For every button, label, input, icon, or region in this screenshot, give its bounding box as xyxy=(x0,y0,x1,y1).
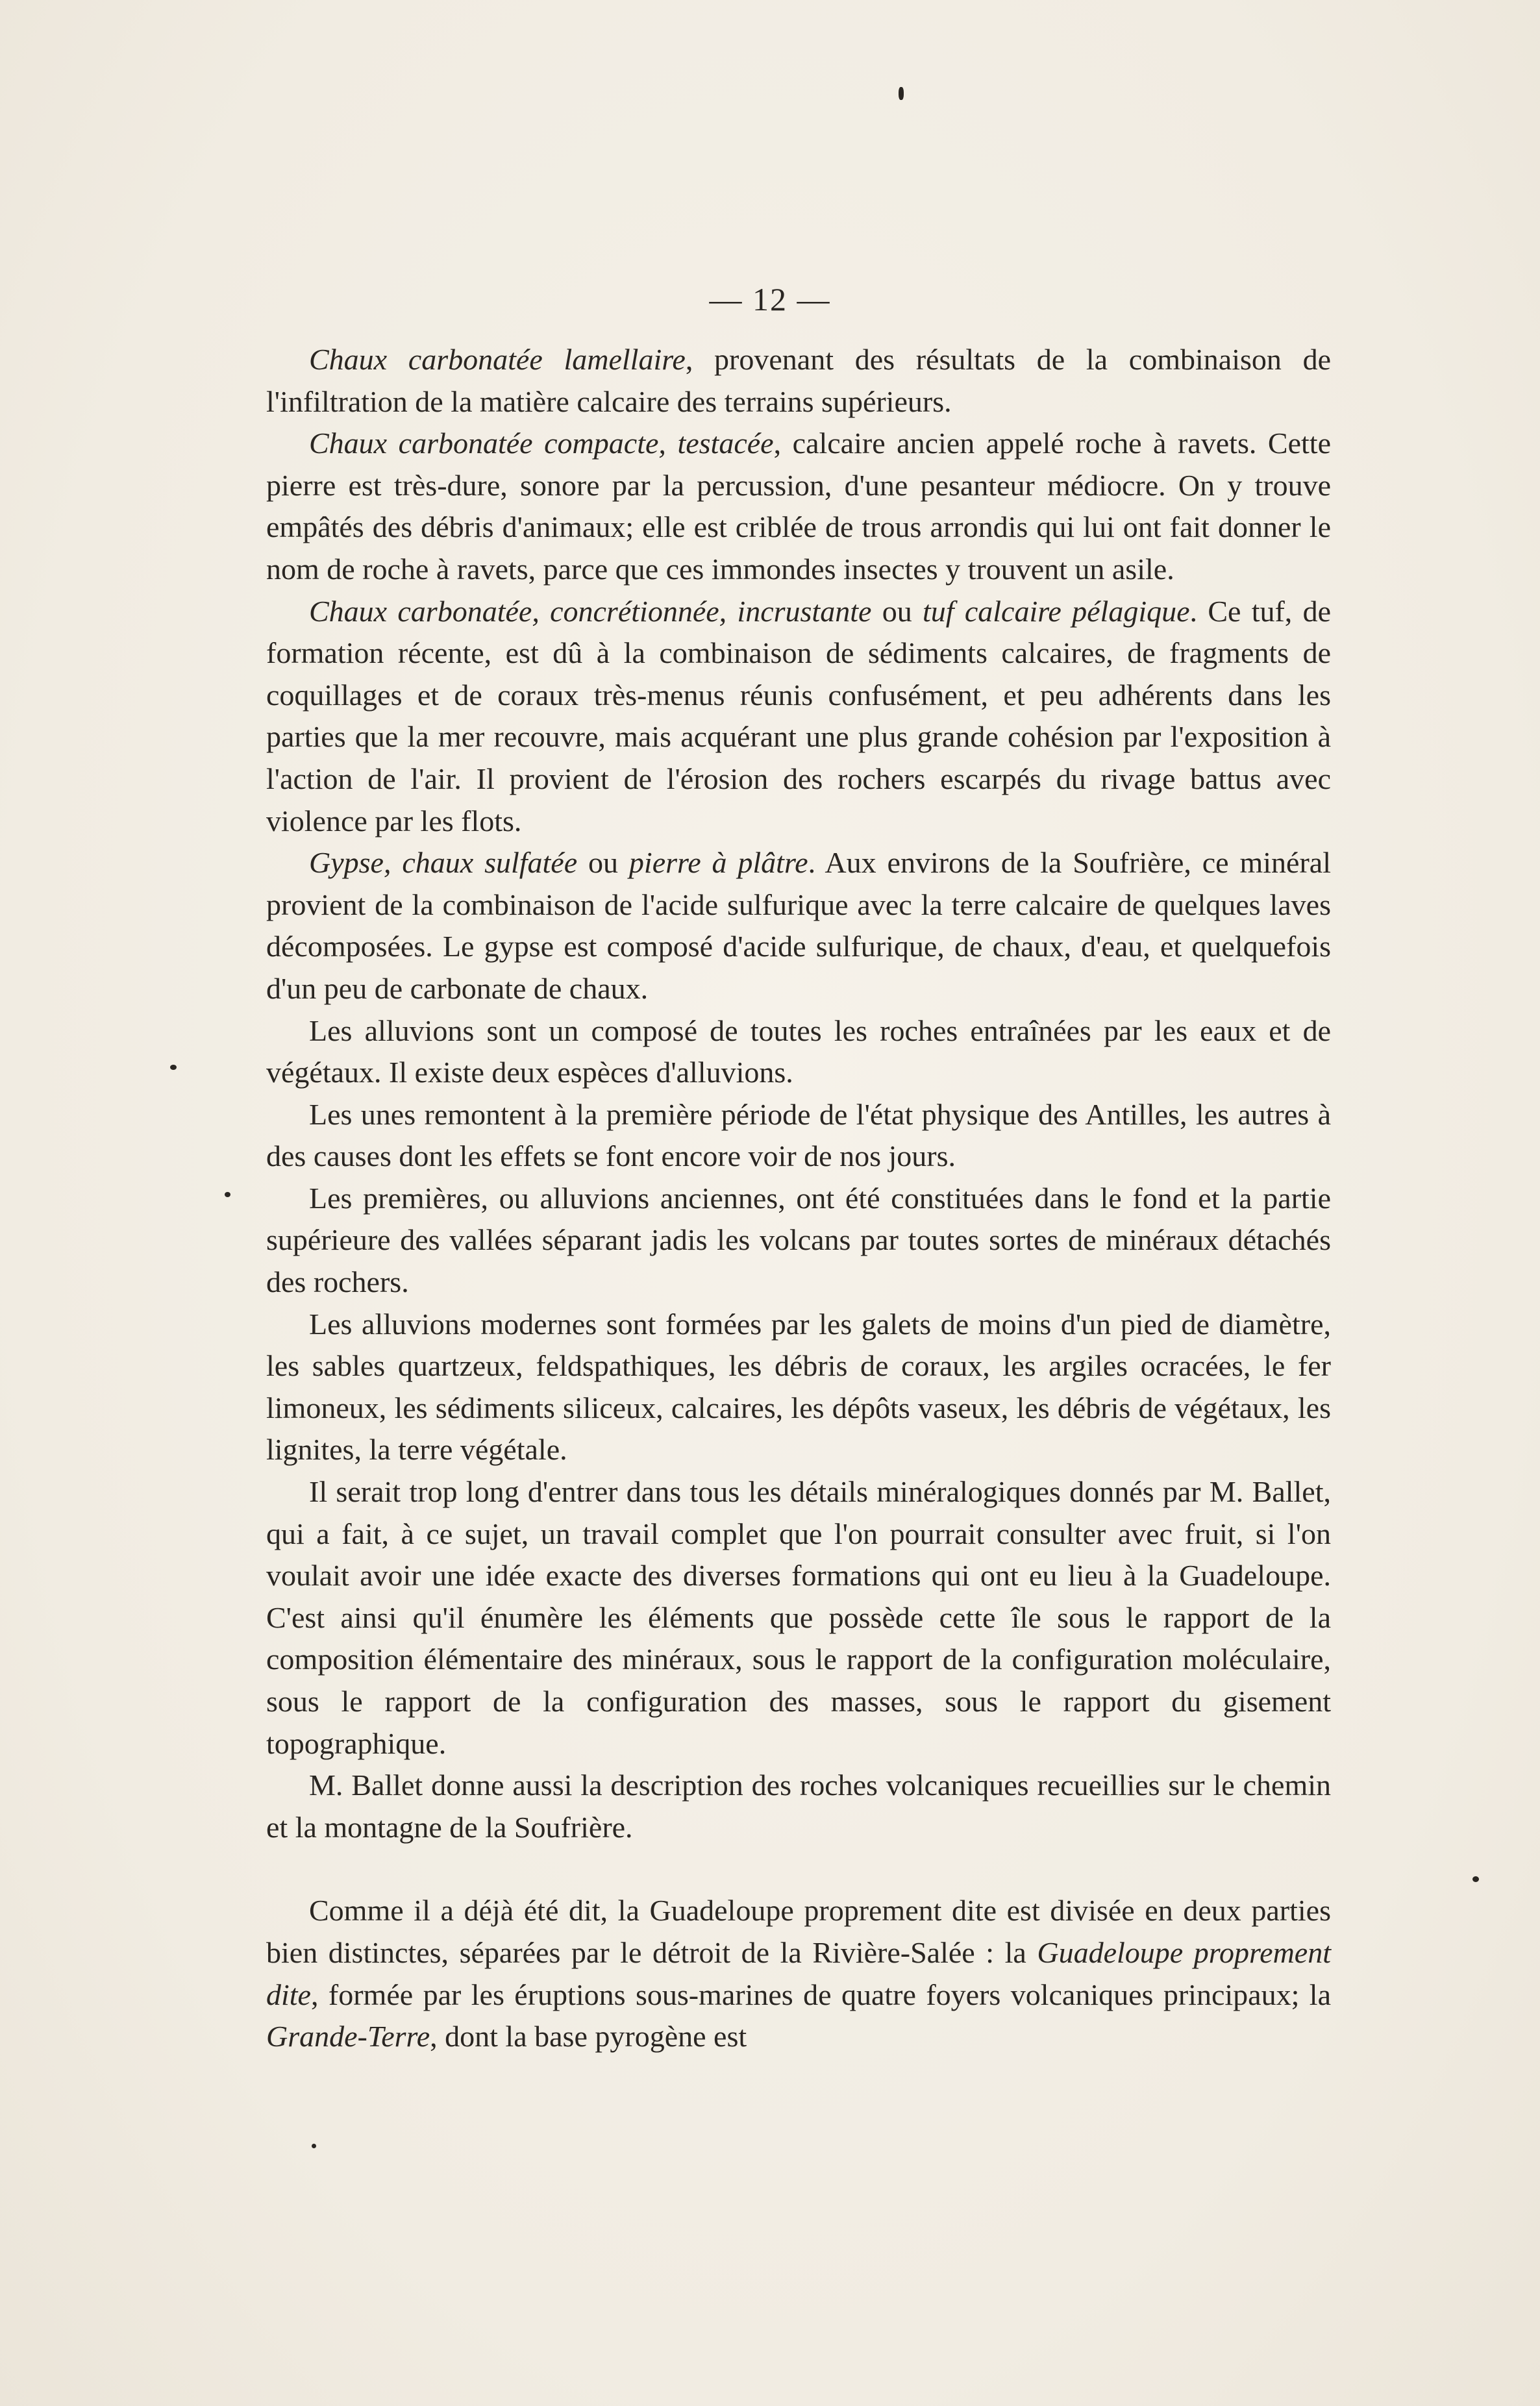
ink-speck xyxy=(312,2144,316,2148)
paragraph-text: , calcaire ancien appelé roche à ravets. Cette pierre est très-dure, sonore par la percussion, d'une pesanteur médiocre. On y trouve empâtés des débris d'animaux; elle est criblée de trous arrondis qui lui ont fait donner le nom de roche à ravets, parce que ces immondes insectes y trouvent un asile. xyxy=(266,427,1331,586)
paragraph xyxy=(266,339,1331,423)
italic-term: pierre à plâtre xyxy=(628,846,808,880)
italic-term: Chaux carbonatée lamellaire xyxy=(309,343,686,376)
ink-speck xyxy=(170,1065,177,1070)
paragraph-text: Comme il a déjà été dit, la Guadeloupe proprement dite est divisée en deux parties bien distinctes, séparées par le détroit de la Rivière-Salée : la xyxy=(266,1894,1331,1969)
paragraph: M. Ballet donne aussi la description des roches volcaniques recueillies sur le chemin et la montagne de la Soufrière. xyxy=(266,1768,1331,1844)
paragraph: Il serait trop long d'entrer dans tous les détails minéralogiques donnés par M. Ballet, qui a fait, à ce sujet, un travail complet que l'on pourrait consulter avec fruit, si l'on voulait avoir une idée exacte des diverses formations qui ont eu lieu à la Guadeloupe. C'est ainsi qu'il énumère les éléments que possède cette île sous le rapport de la composition élémentaire des minéraux, sous le rapport de la configuration moléculaire, sous le rapport de la configuration des masses, sous le rapport du gisement topographique. xyxy=(266,1475,1331,1760)
body-text xyxy=(266,339,1331,2058)
paragraph-text: ou xyxy=(577,846,629,880)
paragraph: Les unes remontent à la première période de l'état physique des Antilles, les autres à des causes dont les effets se font encore voir de nos jours. xyxy=(266,1097,1331,1173)
ink-speck xyxy=(225,1192,230,1197)
italic-term: Grande-Terre xyxy=(266,2020,430,2053)
paragraph-text: , formée par les éruptions sous-marines de quatre foyers volcaniques principaux; la xyxy=(310,1978,1331,2011)
paragraph xyxy=(266,1890,1331,2057)
paragraph: Les alluvions modernes sont formées par les galets de moins d'un pied de diamètre, les sables quartzeux, feldspathiques, les débris de coraux, les argiles ocracées, le fer limoneux, les sédiments siliceux, calcaires, les dépôts vaseux, les débris de végétaux, les lignites, la terre végétale. xyxy=(266,1307,1331,1467)
italic-term: Guadeloupe proprement dite xyxy=(266,1935,1331,2011)
paragraph-text: , provenant des résultats de la combinaison de l'infiltration de la matière calcaire des terrains supérieurs. xyxy=(266,343,1332,418)
paragraph xyxy=(266,423,1331,590)
paragraph-text: ou xyxy=(871,594,923,628)
italic-term: Gypse, chaux sulfatée xyxy=(309,846,578,880)
italic-term: Chaux carbonatée, concrétionnée, incrustante xyxy=(309,594,872,628)
paragraph-text: . Aux environs de la Soufrière, ce minéral provient de la combinaison de l'acide sulfurique avec la terre calcaire de quelques laves décomposées. Le gypse est composé d'acide sulfurique, de chaux, d'eau, et quelquefois d'un peu de carbonate de chaux. xyxy=(266,846,1331,1005)
ink-speck xyxy=(1472,1876,1479,1882)
paragraph-text: , dont la base pyrogène est xyxy=(430,2020,747,2053)
ink-speck xyxy=(899,87,904,100)
paragraph: Les alluvions sont un composé de toutes les roches entraînées par les eaux et de végétaux. Il existe deux espèces d'alluvions. xyxy=(266,1013,1331,1089)
italic-term: Chaux carbonatée compacte, testacée xyxy=(309,427,774,460)
paragraph-text: . Ce tuf, de formation récente, est dû à la combinaison de sédiments calcaires, de fragments de coquillages et de coraux très-menus réunis confusément, et peu adhérents dans les parties que la mer recouvre, mais acquérant une plus grande cohésion par l'exposition à l'action de l'air. Il provient de l'érosion des rochers escarpés du rivage battus avec violence par les flots. xyxy=(266,594,1331,837)
paragraph xyxy=(266,591,1331,843)
page-number: — 12 — xyxy=(709,281,831,317)
italic-term: tuf calcaire pélagique xyxy=(923,594,1190,628)
paragraph: Les premières, ou alluvions anciennes, ont été constituées dans le fond et la partie supérieure des vallées séparant jadis les volcans par toutes sortes de minéraux détachés des rochers. xyxy=(266,1181,1331,1299)
paragraph xyxy=(266,842,1331,1010)
